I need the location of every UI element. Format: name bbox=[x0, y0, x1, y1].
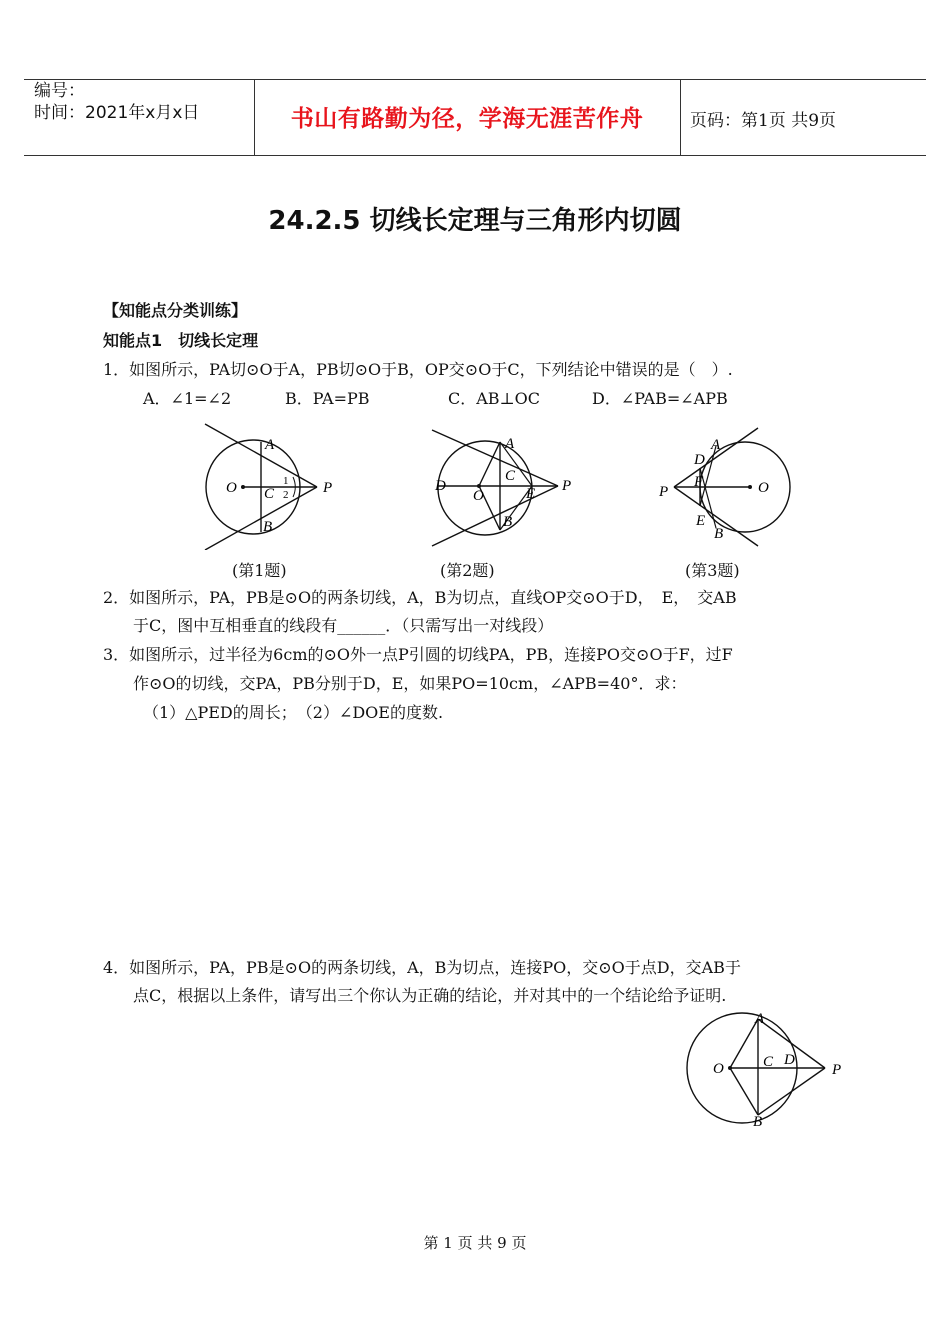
fig3-label-p: P bbox=[659, 484, 669, 500]
header-motto: 书山有路勤为径，学海无涯苦作舟 bbox=[290, 106, 644, 132]
fig3-label-o: O bbox=[758, 480, 769, 496]
fig3-label-d: D bbox=[694, 452, 705, 468]
section-heading: 【知能点分类训练】 bbox=[103, 301, 248, 320]
fig3-label-e: E bbox=[696, 513, 706, 529]
fig2-label-o: O bbox=[473, 488, 484, 504]
fig1-label-a: A bbox=[265, 437, 275, 453]
number-label: 编号： bbox=[34, 81, 85, 101]
header-divider-2 bbox=[680, 79, 681, 155]
fig4-label-a: A bbox=[755, 1011, 765, 1027]
fig1-label-c: C bbox=[264, 486, 275, 502]
header-meta bbox=[34, 80, 199, 124]
fig1-label-o: O bbox=[226, 480, 237, 496]
fig2-label-c: C bbox=[505, 468, 516, 484]
time-label: 时间：2021年x月x日 bbox=[34, 103, 200, 123]
q1-option-b: B．PA=PB bbox=[285, 389, 370, 408]
fig4-label-p: P bbox=[832, 1062, 842, 1078]
q1-option-d: D．∠PAB=∠APB bbox=[592, 389, 728, 408]
figure-2-caption: (第2题) bbox=[440, 561, 495, 580]
document-title: 24.2.5 切线长定理与三角形内切圆 bbox=[268, 206, 682, 236]
fig4-label-d: D bbox=[784, 1052, 795, 1068]
fig2-label-a: A bbox=[505, 436, 515, 452]
fig2-label-p: P bbox=[562, 478, 572, 494]
fig2-label-d: D bbox=[435, 478, 446, 494]
question-3-line-2: 作⊙O的切线，交PA，PB分别于D，E，如果PO=10cm，∠APB=40°．求： bbox=[133, 674, 687, 693]
figure-2-diagram bbox=[430, 420, 580, 550]
fig3-label-b: B bbox=[714, 526, 724, 542]
fig1-angle-2: 2 bbox=[283, 489, 289, 501]
fig2-label-e: E bbox=[526, 486, 536, 502]
fig2-label-b: B bbox=[503, 514, 513, 530]
figure-4-diagram bbox=[670, 1005, 855, 1135]
fig4-label-b: B bbox=[753, 1114, 763, 1130]
q1-option-c: C．AB⊥OC bbox=[448, 389, 540, 408]
figure-1-caption: (第1题) bbox=[232, 561, 287, 580]
question-3-line-3: （1）△PED的周长； （2）∠DOE的度数. bbox=[143, 703, 444, 722]
header-page-info: 页码：第1页 共9页 bbox=[690, 111, 837, 131]
fig1-label-p: P bbox=[323, 480, 333, 496]
question-3-line-1: 3．如图所示，过半径为6cm的⊙O外一点P引圆的切线PA，PB，连接PO交⊙O于F，过F bbox=[103, 645, 733, 664]
section-subheading: 知能点1 切线长定理 bbox=[103, 331, 259, 350]
fig4-label-o: O bbox=[713, 1061, 724, 1077]
question-2-line-2: 于C，图中互相垂直的线段有______．（只需写出一对线段） bbox=[133, 616, 554, 635]
question-4-line-2: 点C，根据以上条件，请写出三个你认为正确的结论，并对其中的一个结论给予证明. bbox=[133, 986, 727, 1005]
page-footer: 第 1 页 共 9 页 bbox=[423, 1234, 527, 1252]
figure-1-diagram bbox=[195, 420, 345, 550]
figure-3-diagram bbox=[650, 420, 800, 550]
fig1-label-b: B bbox=[263, 519, 273, 535]
fig4-label-c: C bbox=[763, 1054, 774, 1070]
figure-3-caption: (第3题) bbox=[685, 561, 740, 580]
fig3-label-f: F bbox=[694, 474, 704, 490]
fig3-label-a: A bbox=[711, 437, 721, 453]
header-bottom-border bbox=[24, 155, 926, 156]
fig1-angle-1: 1 bbox=[283, 475, 289, 487]
q1-option-a: A．∠1=∠2 bbox=[143, 389, 232, 408]
question-4-line-1: 4．如图所示，PA，PB是⊙O的两条切线，A，B为切点，连接PO，交⊙O于点D，交AB于 bbox=[103, 958, 741, 977]
question-1-text: 1．如图所示，PA切⊙O于A，PB切⊙O于B，OP交⊙O于C，下列结论中错误的是（ ）. bbox=[103, 360, 733, 379]
question-2-line-1: 2．如图所示，PA，PB是⊙O的两条切线，A，B为切点，直线OP交⊙O于D， E， 交AB bbox=[103, 588, 737, 607]
